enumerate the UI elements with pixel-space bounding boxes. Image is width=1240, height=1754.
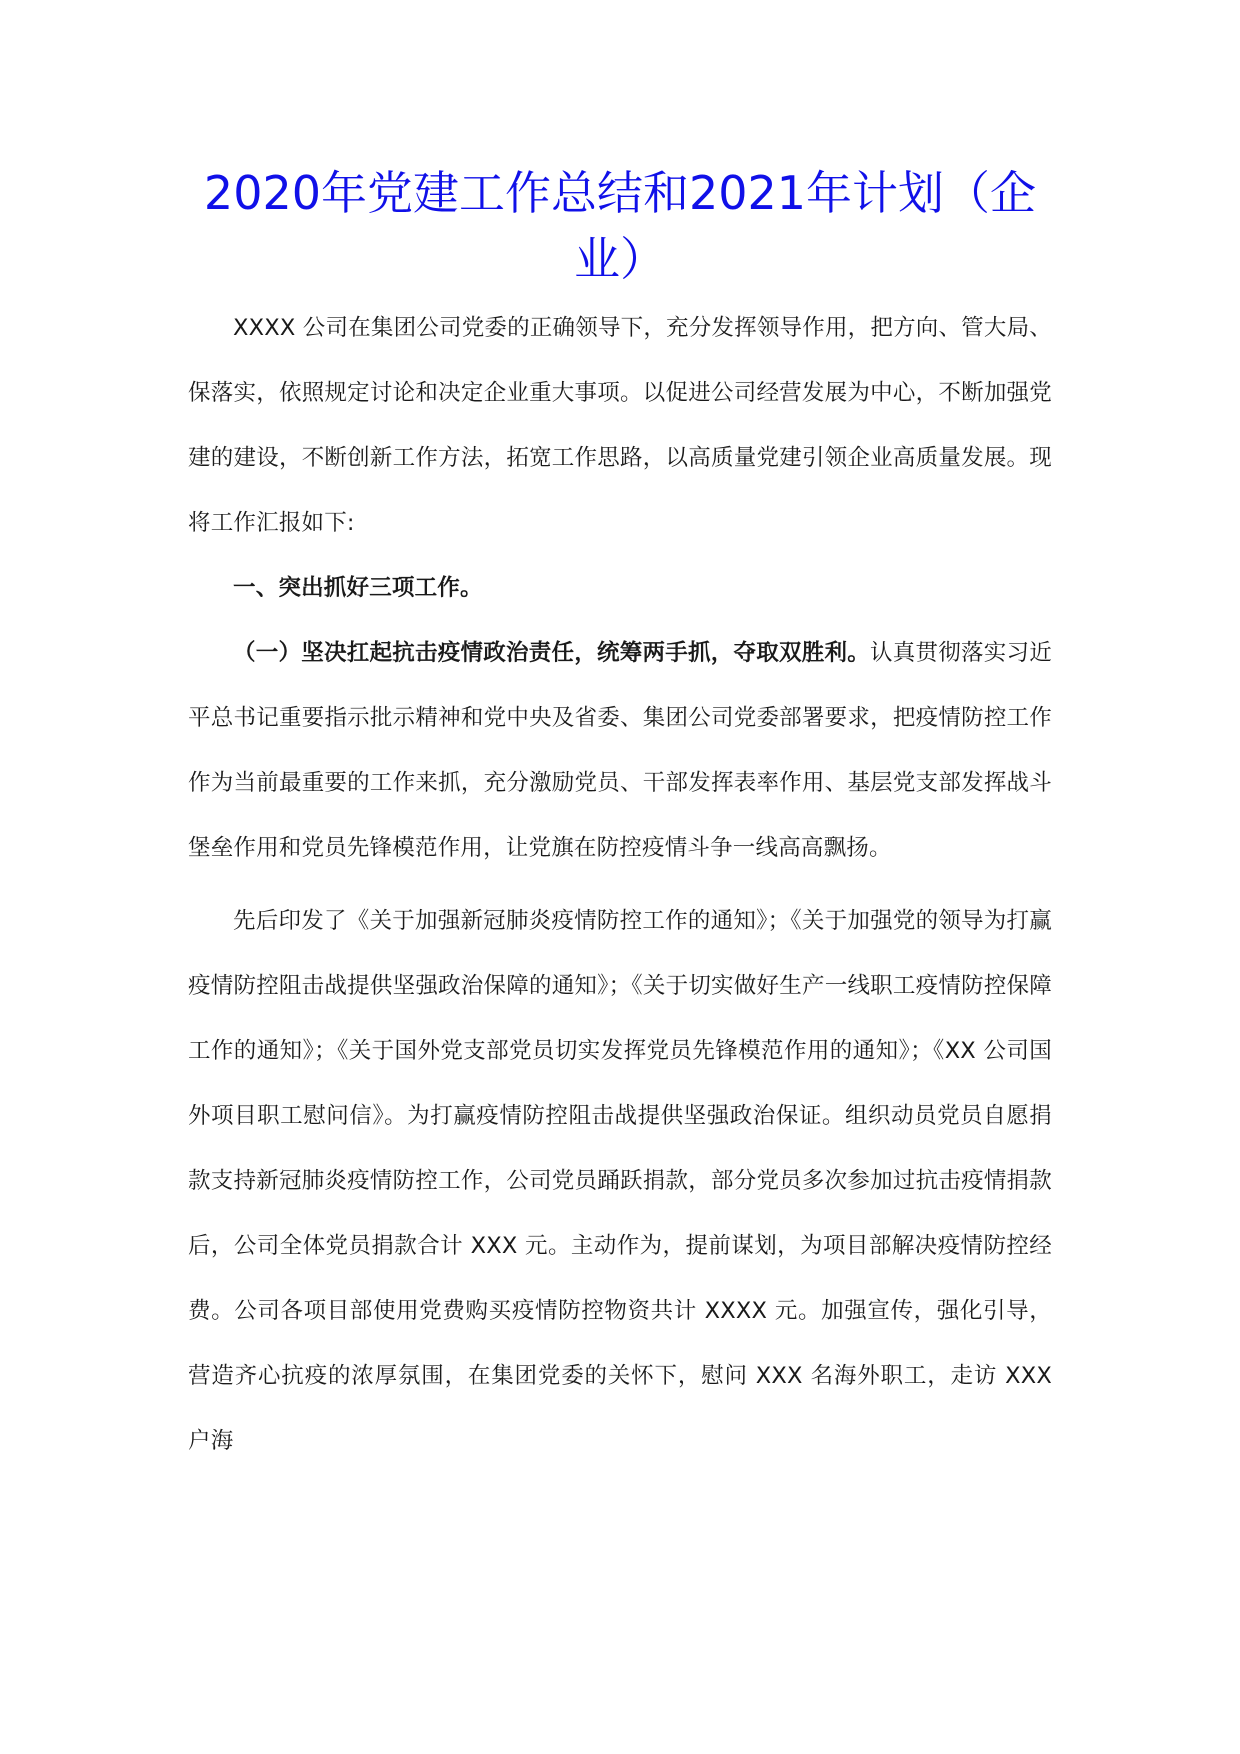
intro-paragraph: XXXX 公司在集团公司党委的正确领导下，充分发挥领导作用，把方向、管大局、保落实，依照规定讨论和决定企业重大事项。以促进公司经营发展为中心，不断加强党建的建设，不断创新工作方法，拓宽工作思路，以高质量党建引领企业高质量发展。现将工作汇报如下: [188, 315, 1052, 536]
document-body [188, 296, 1052, 1474]
document-title: 2020年党建工作总结和2021年计划（企业） [203, 166, 1037, 286]
subsection-lead: （一）坚决扛起抗击疫情政治责任，统筹两手抓，夺取双胜利。 [233, 640, 871, 666]
notices-paragraph: 先后印发了《关于加强新冠肺炎疫情防控工作的通知》；《关于加强党的领导为打赢疫情防控阻击战提供坚强政治保障的通知》；《关于切实做好生产一线职工疫情防控保障工作的通知》；《关于国外党支部党员切实发挥党员先锋模范作用的通知》；《XX 公司国外项目职工慰问信》。为打赢疫情防控阻击战提供坚强政治保证。组织动员党员自愿捐款支持新冠肺炎疫情防控工作，公司党员踊跃捐款，部分党员多次参加过抗击疫情捐款后，公司全体党员捐款合计 XXX 元。主动作为，提前谋划，为项目部解决疫情防控经费。公司各项目部使用党费购买疫情防控物资共计 XXXX 元。加强宣传，强化引导，营造齐心抗疫的浓厚氛围，在集团党委的关怀下，慰问 XXX 名海外职工，走访 XXX 户海 [188, 908, 1052, 1454]
section-heading: 一、突出抓好三项工作。 [233, 575, 483, 601]
subsection-body: 认真贯彻落实习近平总书记重要指示批示精神和党中央及省委、集团公司党委部署要求，把疫情防控工作作为当前最重要的工作来抓，充分激励党员、干部发挥表率作用、基层党支部发挥战斗堡垒作用和党员先锋模范作用，让党旗在防控疫情斗争一线高高飘扬。 [188, 640, 1052, 861]
subsection-paragraph [188, 621, 1052, 881]
